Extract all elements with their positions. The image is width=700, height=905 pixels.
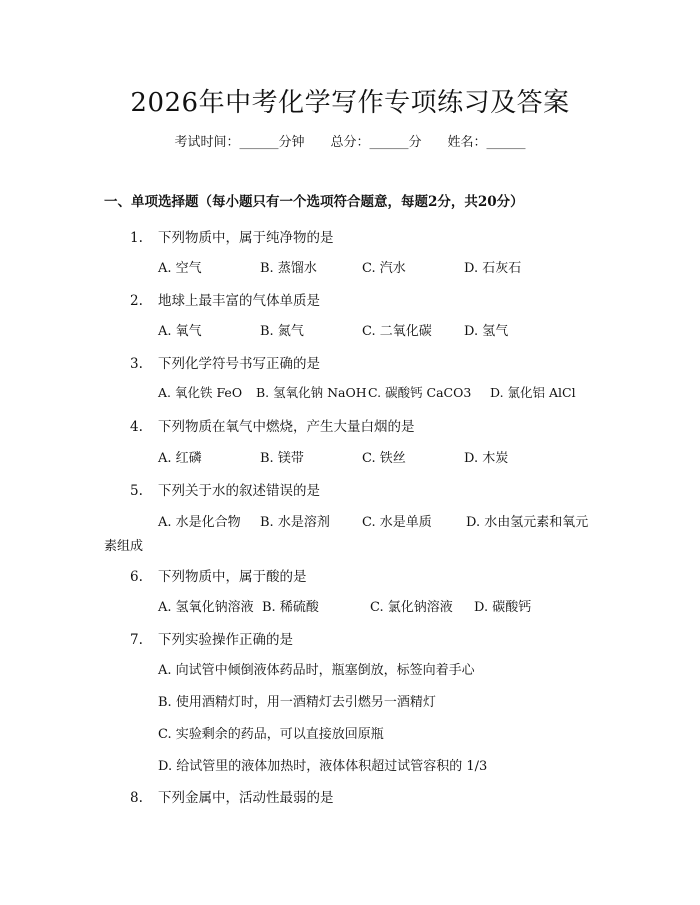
- question-4-options: [158, 447, 508, 466]
- option-b: B. 氮气: [260, 324, 304, 339]
- question-5-options: [158, 511, 588, 530]
- option-c: C. 氯化钠溶液: [370, 600, 453, 615]
- option-b: B. 稀硫酸: [262, 600, 319, 615]
- option-c: C. 水是单质: [362, 515, 432, 530]
- option-a: A. 水是化合物: [158, 515, 241, 530]
- question-5-option-d-wrap: 素组成: [104, 539, 144, 554]
- question-6: 6. 下列物质中，属于酸的是: [130, 569, 307, 585]
- document-title: 2026年中考化学写作专项练习及答案: [130, 88, 570, 118]
- option-a: A. 空气: [158, 261, 202, 276]
- exam-info: [0, 131, 700, 150]
- option-b: B. 镁带: [260, 451, 304, 466]
- option-b: B. 氢氧化钠 NaOH: [256, 385, 367, 400]
- option-b: B. 蒸馏水: [260, 261, 317, 276]
- option-d: D. 水由氢元素和氧元: [466, 515, 589, 530]
- question-8: 8. 下列金属中，活动性最弱的是: [130, 790, 334, 806]
- question-1-options: [158, 257, 521, 276]
- question-3: 3. 下列化学符号书写正确的是: [130, 356, 320, 372]
- option-a: A. 红磷: [158, 451, 202, 466]
- option-d: D. 石灰石: [464, 261, 522, 276]
- option-a: A. 氧化铁 FeO: [158, 385, 243, 400]
- option-c: C. 二氧化碳: [362, 324, 432, 339]
- option-d: D. 木炭: [464, 451, 509, 466]
- exam-name: 姓名：______: [447, 135, 526, 150]
- option-c: C. 碳酸钙 CaCO3: [368, 385, 472, 400]
- question-7-option-a: A. 向试管中倾倒液体药品时，瓶塞倒放，标签向着手心: [158, 663, 475, 678]
- option-b: B. 水是溶剂: [260, 515, 330, 530]
- question-3-options: [158, 383, 576, 401]
- question-5: 5. 下列关于水的叙述错误的是: [130, 483, 320, 499]
- option-a: A. 氢氧化钠溶液: [158, 600, 254, 615]
- option-c: C. 汽水: [362, 261, 406, 276]
- option-c: C. 铁丝: [362, 451, 406, 466]
- question-7: 7. 下列实验操作正确的是: [130, 632, 293, 648]
- question-4: 4. 下列物质在氧气中燃烧，产生大量白烟的是: [130, 419, 415, 435]
- option-d: D. 氢气: [464, 324, 509, 339]
- question-7-option-b: B. 使用酒精灯时，用一酒精灯去引燃另一酒精灯: [158, 695, 436, 710]
- question-7-option-c: C. 实验剩余的药品，可以直接放回原瓶: [158, 727, 384, 742]
- exam-time: 考试时间：______分钟: [174, 135, 305, 150]
- question-2-options: [158, 320, 508, 339]
- exam-score: 总分：______分: [330, 135, 422, 150]
- question-7-option-d: D. 给试管里的液体加热时，液体体积超过试管容积的 1/3: [158, 759, 488, 774]
- option-d: D. 碳酸钙: [474, 600, 532, 615]
- option-d: D. 氯化铝 AlCl: [490, 385, 576, 400]
- section-heading: 一、单项选择题（每小题只有一个选项符合题意，每题2分，共20分）: [104, 194, 524, 210]
- option-a: A. 氧气: [158, 324, 202, 339]
- question-6-options: [158, 596, 531, 615]
- question-2: 2. 地球上最丰富的气体单质是: [130, 293, 320, 309]
- question-1: 1. 下列物质中，属于纯净物的是: [130, 230, 334, 246]
